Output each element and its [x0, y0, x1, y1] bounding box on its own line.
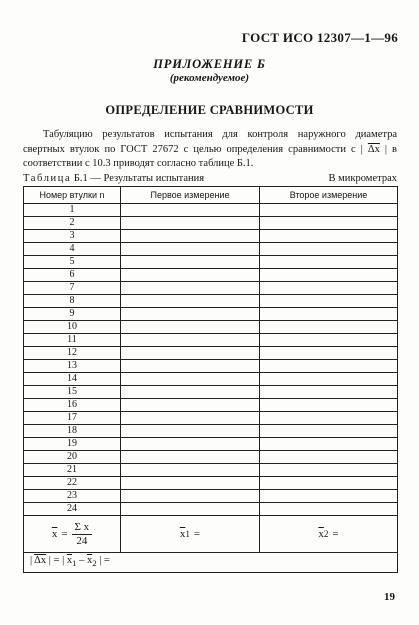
sleeve-number-cell: 24 — [24, 503, 121, 516]
table-row — [24, 399, 398, 412]
x2-eq: = — [332, 528, 339, 540]
second-measurement-cell — [260, 438, 398, 451]
second-measurement-cell — [260, 477, 398, 490]
sleeve-number-cell: 19 — [24, 438, 121, 451]
second-measurement-cell — [260, 256, 398, 269]
first-measurement-cell — [121, 386, 260, 399]
first-measurement-cell — [121, 256, 260, 269]
table-row — [24, 386, 398, 399]
diff-prefix: | — [30, 555, 35, 567]
table-row — [24, 204, 398, 217]
diff-x1: $\overline{x}$ — [66, 555, 73, 567]
second-measurement-cell — [260, 503, 398, 516]
table-row — [24, 347, 398, 360]
first-measurement-cell — [121, 347, 260, 360]
intro-text-before: Табуляцию результатов испытания для контроля наружного диаметра свертных втулок по ГОСТ 27672 с целью определения сравнимости с | — [23, 129, 397, 155]
sleeve-number-cell: 16 — [24, 399, 121, 412]
mean-denominator: 24 — [76, 534, 88, 547]
x2-symbol: $\overline{x}$ — [318, 528, 324, 540]
first-measurement-cell — [121, 373, 260, 386]
first-measurement-cell — [121, 438, 260, 451]
sleeve-number-cell: 12 — [24, 347, 121, 360]
second-measurement-cell — [260, 308, 398, 321]
table-row — [24, 464, 398, 477]
mean-fraction — [72, 521, 93, 548]
document-header: ГОСТ ИСО 12307—1—96 — [241, 30, 398, 45]
second-measurement-cell — [260, 399, 398, 412]
first-measurement-cell — [121, 412, 260, 425]
header-sleeve-number: Номер втулки n — [24, 187, 121, 204]
sleeve-number-cell: 11 — [24, 334, 121, 347]
table-row — [24, 503, 398, 516]
second-measurement-cell — [260, 412, 398, 425]
diff-mid: | = | — [46, 555, 67, 567]
second-measurement-cell — [260, 490, 398, 503]
first-measurement-cell — [121, 464, 260, 477]
sleeve-number-cell: 8 — [24, 295, 121, 308]
header-first-measurement: Первое измерение — [121, 187, 260, 204]
second-measurement-cell — [260, 451, 398, 464]
table-caption-rest: Б.1 — Результаты испытания — [73, 173, 205, 184]
table-caption-word: Таблица — [23, 173, 72, 184]
mean-eq: = — [61, 528, 68, 540]
table-row — [24, 308, 398, 321]
results-table — [23, 186, 398, 573]
diff-x2: $\overline{x}$ — [86, 555, 93, 567]
second-measurement-cell — [260, 360, 398, 373]
first-measurement-cell — [121, 360, 260, 373]
header-second-measurement: Второе измерение — [260, 187, 398, 204]
first-measurement-cell — [121, 308, 260, 321]
second-measurement-cell — [260, 204, 398, 217]
formula-row — [24, 516, 398, 553]
mean-numerator: Σ x — [72, 521, 93, 535]
second-measurement-cell — [260, 425, 398, 438]
diff-x2-sub: 2 — [92, 558, 97, 569]
sleeve-number-cell: 10 — [24, 321, 121, 334]
second-measurement-cell — [260, 386, 398, 399]
sleeve-number-cell: 17 — [24, 412, 121, 425]
sleeve-number-cell: 18 — [24, 425, 121, 438]
table-row — [24, 295, 398, 308]
mean-lhs: $\overline{x}$ — [51, 528, 58, 540]
first-measurement-cell — [121, 217, 260, 230]
sleeve-number-cell: 14 — [24, 373, 121, 386]
first-measurement-cell — [121, 282, 260, 295]
appendix-title: ПРИЛОЖЕНИЕ Б — [153, 57, 266, 71]
sleeve-number-cell: 1 — [24, 204, 121, 217]
first-measurement-cell — [121, 243, 260, 256]
sleeve-number-cell: 21 — [24, 464, 121, 477]
first-measurement-cell — [121, 230, 260, 243]
sleeve-number-cell: 9 — [24, 308, 121, 321]
mean-second-cell — [260, 516, 398, 553]
table-row — [24, 230, 398, 243]
sleeve-number-cell: 7 — [24, 282, 121, 295]
table-row — [24, 334, 398, 347]
table-row — [24, 425, 398, 438]
diff-end: | = — [96, 555, 110, 567]
mean-first-cell — [121, 516, 260, 553]
second-measurement-cell — [260, 217, 398, 230]
second-measurement-cell — [260, 269, 398, 282]
intro-paragraph — [23, 128, 397, 172]
first-measurement-cell — [121, 399, 260, 412]
sleeve-number-cell: 6 — [24, 269, 121, 282]
table-caption — [23, 173, 204, 184]
intro-text-after: | в соответствии с 10.3 приводят согласно таблице Б.1. — [23, 143, 397, 169]
first-measurement-cell — [121, 334, 260, 347]
section-title: ОПРЕДЕЛЕНИЕ СРАВНИМОСТИ — [105, 103, 314, 117]
sleeve-number-cell: 5 — [24, 256, 121, 269]
table-row — [24, 360, 398, 373]
first-measurement-cell — [121, 503, 260, 516]
final-row — [24, 553, 398, 573]
table-row — [24, 243, 398, 256]
sleeve-number-cell: 13 — [24, 360, 121, 373]
sleeve-number-cell: 23 — [24, 490, 121, 503]
first-measurement-cell — [121, 204, 260, 217]
second-measurement-cell — [260, 373, 398, 386]
second-measurement-cell — [260, 243, 398, 256]
table-row — [24, 321, 398, 334]
second-measurement-cell — [260, 334, 398, 347]
first-measurement-cell — [121, 269, 260, 282]
table-row — [24, 451, 398, 464]
second-measurement-cell — [260, 282, 398, 295]
table-row — [24, 477, 398, 490]
second-measurement-cell — [260, 321, 398, 334]
second-measurement-cell — [260, 230, 398, 243]
table-row — [24, 282, 398, 295]
table-header-row — [24, 187, 398, 204]
sleeve-number-cell: 4 — [24, 243, 121, 256]
diff-minus: – — [76, 555, 87, 567]
table-row — [24, 269, 398, 282]
table-row — [24, 412, 398, 425]
sleeve-number-cell: 3 — [24, 230, 121, 243]
x1-eq: = — [193, 528, 201, 540]
table-units: В микрометрах — [328, 173, 397, 184]
first-measurement-cell — [121, 295, 260, 308]
first-measurement-cell — [121, 425, 260, 438]
first-measurement-cell — [121, 477, 260, 490]
sleeve-number-cell: 15 — [24, 386, 121, 399]
first-measurement-cell — [121, 451, 260, 464]
second-measurement-cell — [260, 295, 398, 308]
first-measurement-cell — [121, 321, 260, 334]
diff-delta: $\overline{\Delta x}$ — [34, 555, 47, 567]
table-body — [24, 204, 398, 573]
table-row — [24, 490, 398, 503]
sleeve-number-cell: 20 — [24, 451, 121, 464]
diff-x1-sub: 1 — [72, 558, 77, 569]
x1-symbol: $\overline{x}$ — [179, 528, 186, 540]
table-row — [24, 217, 398, 230]
first-measurement-cell — [121, 490, 260, 503]
page-number: 19 — [384, 591, 395, 603]
x2-subscript: 2 — [323, 529, 329, 539]
table-row — [24, 438, 398, 451]
second-measurement-cell — [260, 464, 398, 477]
appendix-subtitle: (рекомендуемое) — [169, 72, 250, 84]
table-row — [24, 256, 398, 269]
difference-formula-cell — [24, 553, 398, 573]
intro-delta: $\overline{\Delta x}$ — [367, 143, 380, 155]
sleeve-number-cell: 2 — [24, 217, 121, 230]
table-row — [24, 373, 398, 386]
mean-formula-cell — [24, 516, 121, 553]
second-measurement-cell — [260, 347, 398, 360]
sleeve-number-cell: 22 — [24, 477, 121, 490]
x1-subscript: 1 — [185, 529, 190, 539]
